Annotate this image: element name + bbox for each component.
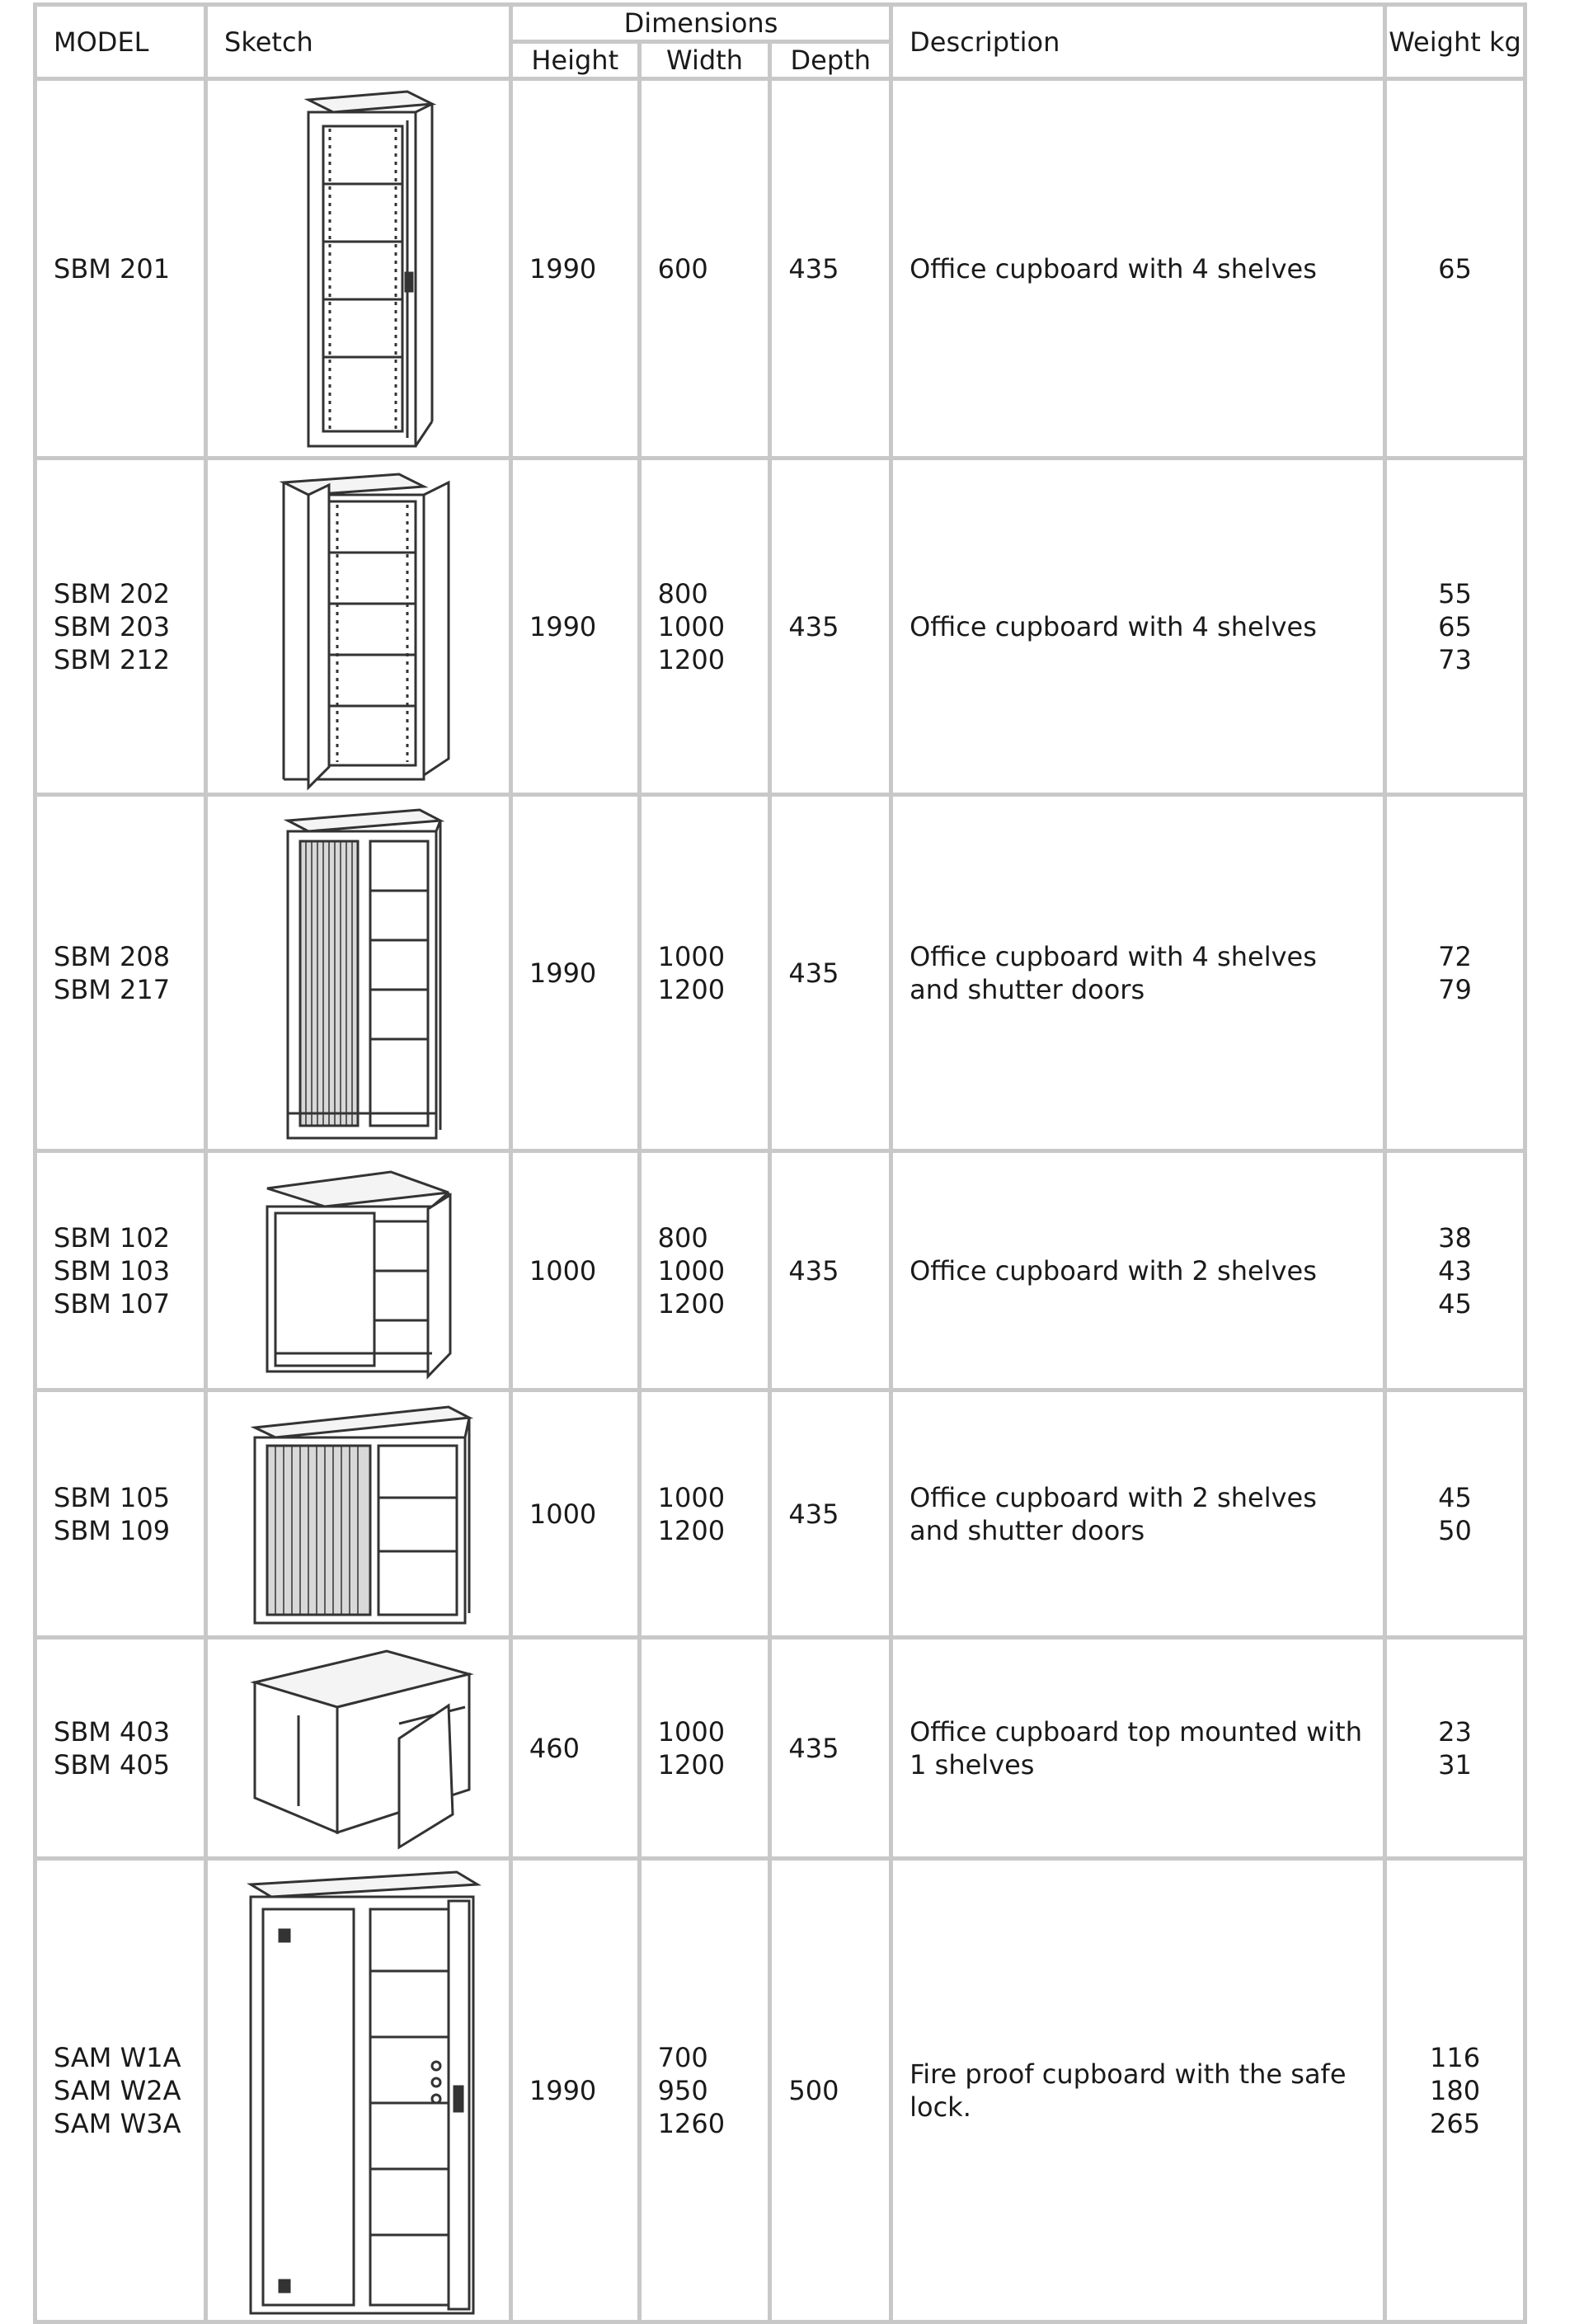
width-cell	[639, 1390, 770, 1638]
height-cell: 460	[510, 1638, 639, 1859]
description-cell: Office cupboard with 2 shelves and shutter doors	[891, 1390, 1385, 1638]
table-row	[35, 795, 1525, 1151]
table-row	[35, 1390, 1525, 1638]
width-cell	[639, 79, 770, 459]
product-table	[33, 2, 1527, 2324]
weight-value: 65	[1438, 252, 1472, 285]
model-cell	[35, 459, 206, 795]
model-code: SBM 403	[54, 1715, 171, 1748]
depth-cell: 435	[770, 79, 891, 459]
model-code: SAM W1A	[54, 2041, 181, 2073]
weight-value: 38	[1438, 1221, 1472, 1254]
model-cell	[35, 795, 206, 1151]
depth-cell: 435	[770, 1390, 891, 1638]
model-code: SAM W2A	[54, 2074, 181, 2106]
shutter-cupboard-sketch	[263, 800, 453, 1146]
header-description: Description	[891, 5, 1385, 79]
width-value: 700	[657, 2041, 708, 2073]
model-cell	[35, 1859, 206, 2322]
model-code: SBM 202	[54, 577, 171, 609]
model-cell	[35, 1638, 206, 1859]
fire-proof-cupboard-sketch	[230, 1864, 486, 2317]
model-code: SBM 103	[54, 1254, 171, 1287]
weight-value: 72	[1438, 940, 1472, 972]
description-cell: Fire proof cupboard with the safe lock.	[891, 1859, 1385, 2322]
width-cell	[639, 795, 770, 1151]
model-code: SBM 105	[54, 1481, 171, 1513]
weight-value: 43	[1438, 1254, 1472, 1287]
width-cell	[639, 1859, 770, 2322]
width-cell	[639, 459, 770, 795]
weight-cell	[1385, 795, 1525, 1151]
tall-cupboard-sketch	[275, 83, 440, 454]
table-row	[35, 79, 1525, 459]
width-value: 1200	[657, 973, 726, 1005]
weight-value: 265	[1430, 2107, 1481, 2139]
height-cell: 1990	[510, 459, 639, 795]
model-code: SBM 405	[54, 1748, 171, 1781]
weight-value: 23	[1438, 1715, 1472, 1748]
table-row	[35, 459, 1525, 795]
model-code: SBM 201	[54, 252, 171, 285]
description-cell: Office cupboard with 4 shelves	[891, 79, 1385, 459]
sketch-cell	[206, 1151, 511, 1390]
height-cell: 1000	[510, 1390, 639, 1638]
model-code: SBM 208	[54, 940, 171, 972]
description-cell: Office cupboard top mounted with 1 shelves	[891, 1638, 1385, 1859]
model-code: SBM 217	[54, 973, 171, 1005]
weight-cell	[1385, 1151, 1525, 1390]
depth-cell: 435	[770, 1151, 891, 1390]
weight-value: 79	[1438, 973, 1472, 1005]
model-code: SBM 107	[54, 1287, 171, 1320]
width-value: 1000	[657, 1715, 726, 1748]
model-cell	[35, 1151, 206, 1390]
weight-value: 50	[1438, 1514, 1472, 1546]
weight-value: 45	[1438, 1287, 1472, 1320]
weight-cell	[1385, 459, 1525, 795]
depth-cell: 500	[770, 1859, 891, 2322]
width-cell	[639, 1151, 770, 1390]
model-code: SAM W3A	[54, 2107, 181, 2139]
model-code: SBM 203	[54, 610, 171, 642]
model-code: SBM 109	[54, 1514, 171, 1546]
header-height: Height	[510, 42, 639, 79]
weight-cell	[1385, 1638, 1525, 1859]
width-value: 1260	[657, 2107, 726, 2139]
description-cell: Office cupboard with 2 shelves	[891, 1151, 1385, 1390]
header-depth: Depth	[770, 42, 891, 79]
width-cell	[639, 1638, 770, 1859]
height-cell: 1000	[510, 1151, 639, 1390]
width-value: 1000	[657, 940, 726, 972]
weight-cell	[1385, 1390, 1525, 1638]
header-dimensions: Dimensions	[510, 5, 891, 42]
height-cell: 1990	[510, 79, 639, 459]
model-code: SBM 212	[54, 643, 171, 675]
weight-cell	[1385, 1859, 1525, 2322]
header-weight: Weight kg	[1385, 5, 1525, 79]
low-cupboard-sketch	[242, 1155, 473, 1386]
description-cell: Office cupboard with 4 shelves and shutter doors	[891, 795, 1385, 1151]
model-cell	[35, 1390, 206, 1638]
header-sketch: Sketch	[206, 5, 511, 79]
width-value: 1200	[657, 1748, 726, 1781]
header-width: Width	[639, 42, 770, 79]
sketch-cell	[206, 1390, 511, 1638]
depth-cell: 435	[770, 1638, 891, 1859]
low-shutter-cupboard-sketch	[234, 1395, 482, 1634]
width-value: 1200	[657, 643, 726, 675]
header-model: MODEL	[35, 5, 206, 79]
double-door-cupboard-sketch	[259, 462, 457, 792]
width-value: 1000	[657, 1481, 726, 1513]
top-mounted-cupboard-sketch	[234, 1641, 482, 1856]
description-cell: Office cupboard with 4 shelves	[891, 459, 1385, 795]
table-row	[35, 1638, 1525, 1859]
weight-value: 31	[1438, 1748, 1472, 1781]
width-value: 1200	[657, 1514, 726, 1546]
width-value: 950	[657, 2074, 708, 2106]
sketch-cell	[206, 1859, 511, 2322]
sketch-cell	[206, 1638, 511, 1859]
weight-cell	[1385, 79, 1525, 459]
width-value: 1200	[657, 1287, 726, 1320]
sketch-cell	[206, 795, 511, 1151]
weight-value: 45	[1438, 1481, 1472, 1513]
weight-value: 55	[1438, 577, 1472, 609]
sketch-cell	[206, 79, 511, 459]
width-value: 800	[657, 577, 708, 609]
weight-value: 65	[1438, 610, 1472, 642]
depth-cell: 435	[770, 459, 891, 795]
width-value: 800	[657, 1221, 708, 1254]
model-code: SBM 102	[54, 1221, 171, 1254]
model-cell	[35, 79, 206, 459]
table-row	[35, 1151, 1525, 1390]
width-value: 1000	[657, 610, 726, 642]
table-row	[35, 1859, 1525, 2322]
sketch-cell	[206, 459, 511, 795]
height-cell: 1990	[510, 795, 639, 1151]
weight-value: 180	[1430, 2074, 1481, 2106]
height-cell: 1990	[510, 1859, 639, 2322]
width-value: 600	[657, 252, 708, 285]
weight-value: 116	[1430, 2041, 1481, 2073]
width-value: 1000	[657, 1254, 726, 1287]
weight-value: 73	[1438, 643, 1472, 675]
depth-cell: 435	[770, 795, 891, 1151]
